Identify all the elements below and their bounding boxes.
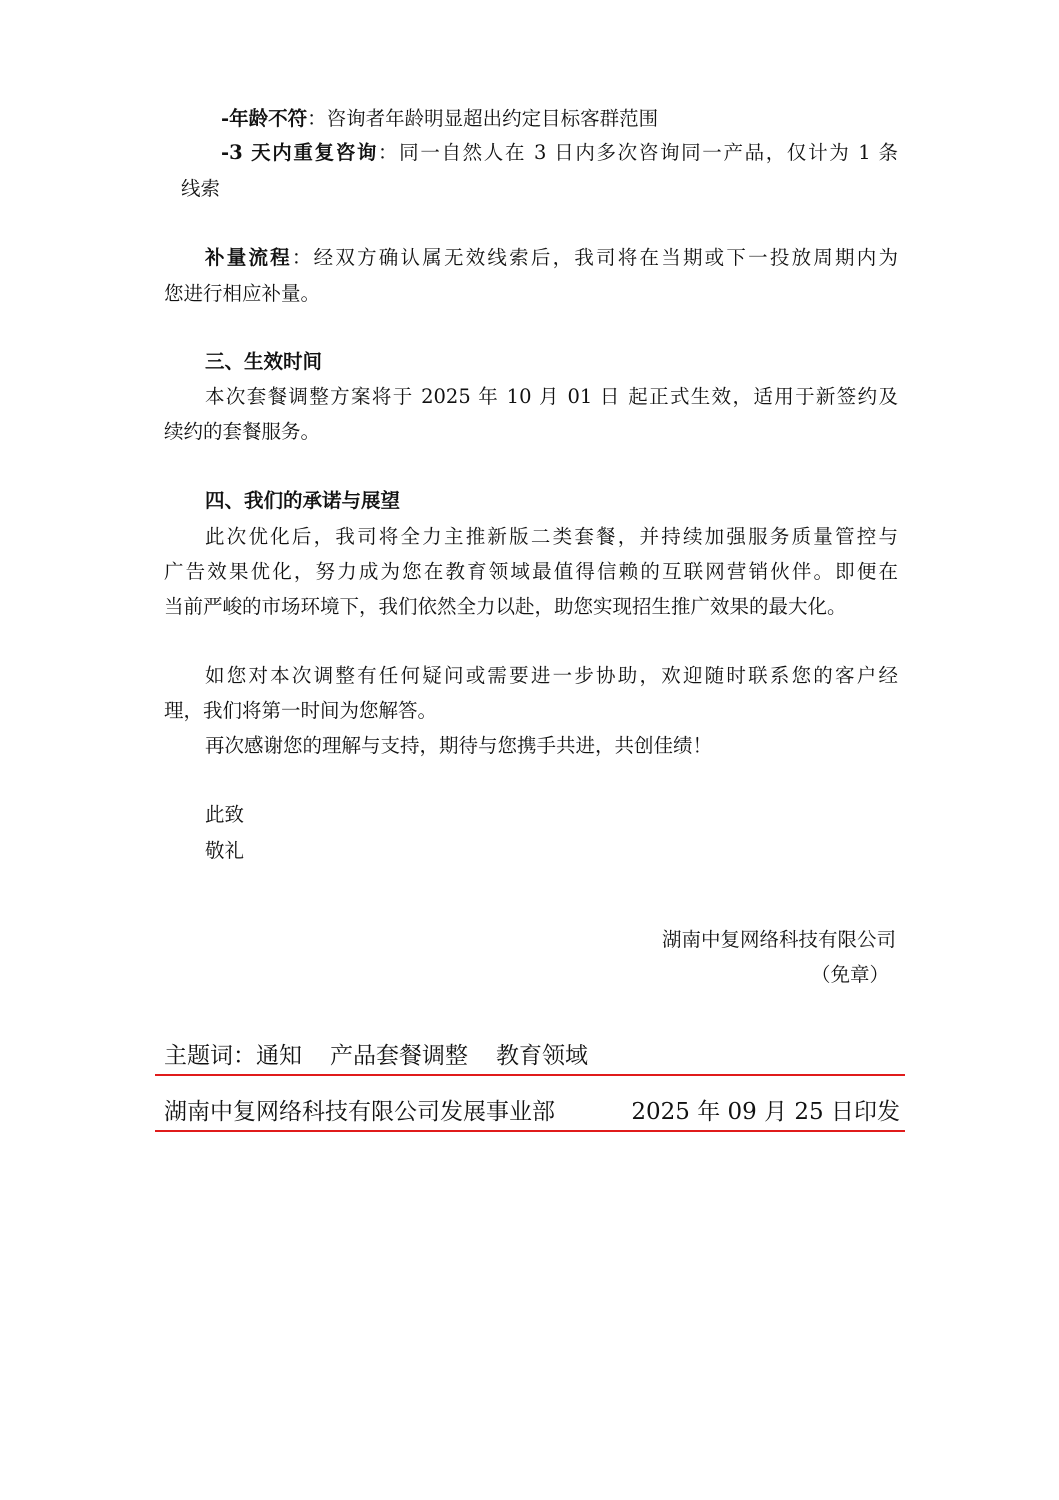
contact-paragraph-line2: 理，我们将第一时间为您解答。 <box>164 699 438 722</box>
keyword-1: 通知 <box>256 1043 302 1069</box>
keywords-label: 主题词： <box>164 1043 256 1069</box>
section4-paragraph-line2: 广告效果优化，努力成为您在教育领域最值得信赖的互联网营销伙伴。即便在 <box>164 560 898 583</box>
keyword-2: 产品套餐调整 <box>330 1043 468 1069</box>
supplement-text: ：经双方确认属无效线索后，我司将在当期或下一投放周期内为 <box>291 246 898 269</box>
section4-paragraph-line1: 此次优化后，我司将全力主推新版二类套餐，并持续加强服务质量管控与 <box>205 525 898 548</box>
supplement-label: 补量流程 <box>205 246 292 269</box>
section4-heading: 四、我们的承诺与展望 <box>205 489 401 512</box>
section3-paragraph-line1: 本次套餐调整方案将于 2025 年 10 月 01 日 起正式生效，适用于新签约及 <box>205 385 898 408</box>
keyword-3: 教育领域 <box>496 1043 588 1069</box>
closing-line2: 敬礼 <box>205 839 245 862</box>
supplement-paragraph-cont: 您进行相应补量。 <box>164 282 321 305</box>
contact-paragraph-line1: 如您对本次调整有任何疑问或需要进一步协助，欢迎随时联系您的客户经 <box>205 664 898 687</box>
section4-paragraph-line3: 当前严峻的市场环境下，我们依然全力以赴，助您实现招生推广效果的最大化。 <box>164 595 847 618</box>
closing-line1: 此致 <box>205 803 245 826</box>
section3-paragraph-line2: 续约的套餐服务。 <box>164 420 321 443</box>
criterion-repeat-text: ：同一自然人在 3 日内多次咨询同一产品，仅计为 1 条 <box>378 141 898 164</box>
issuer-name: 湖南中复网络科技有限公司发展事业部 <box>164 1099 555 1125</box>
criterion-age <box>221 102 898 136</box>
issuer-line <box>164 1095 900 1129</box>
criterion-repeat <box>221 136 898 170</box>
signature-seal-note: （免章） <box>810 963 889 986</box>
issue-date: 2025 年 09 月 25 日印发 <box>631 1099 900 1125</box>
signature-company: 湖南中复网络科技有限公司 <box>661 928 896 951</box>
footer-rule-top <box>155 1074 905 1076</box>
criterion-repeat-cont: 线索 <box>181 177 221 200</box>
footer-rule-bottom <box>155 1130 905 1132</box>
keywords-line <box>164 1039 900 1073</box>
section3-heading: 三、生效时间 <box>205 350 323 373</box>
criterion-age-text: ：咨询者年龄明显超出约定目标客群范围 <box>307 107 659 130</box>
supplement-paragraph <box>205 241 898 275</box>
criterion-repeat-label: -3 天内重复咨询 <box>221 141 379 164</box>
criterion-age-label: -年龄不符 <box>221 107 308 130</box>
thanks-line: 再次感谢您的理解与支持，期待与您携手共进，共创佳绩！ <box>205 734 713 757</box>
